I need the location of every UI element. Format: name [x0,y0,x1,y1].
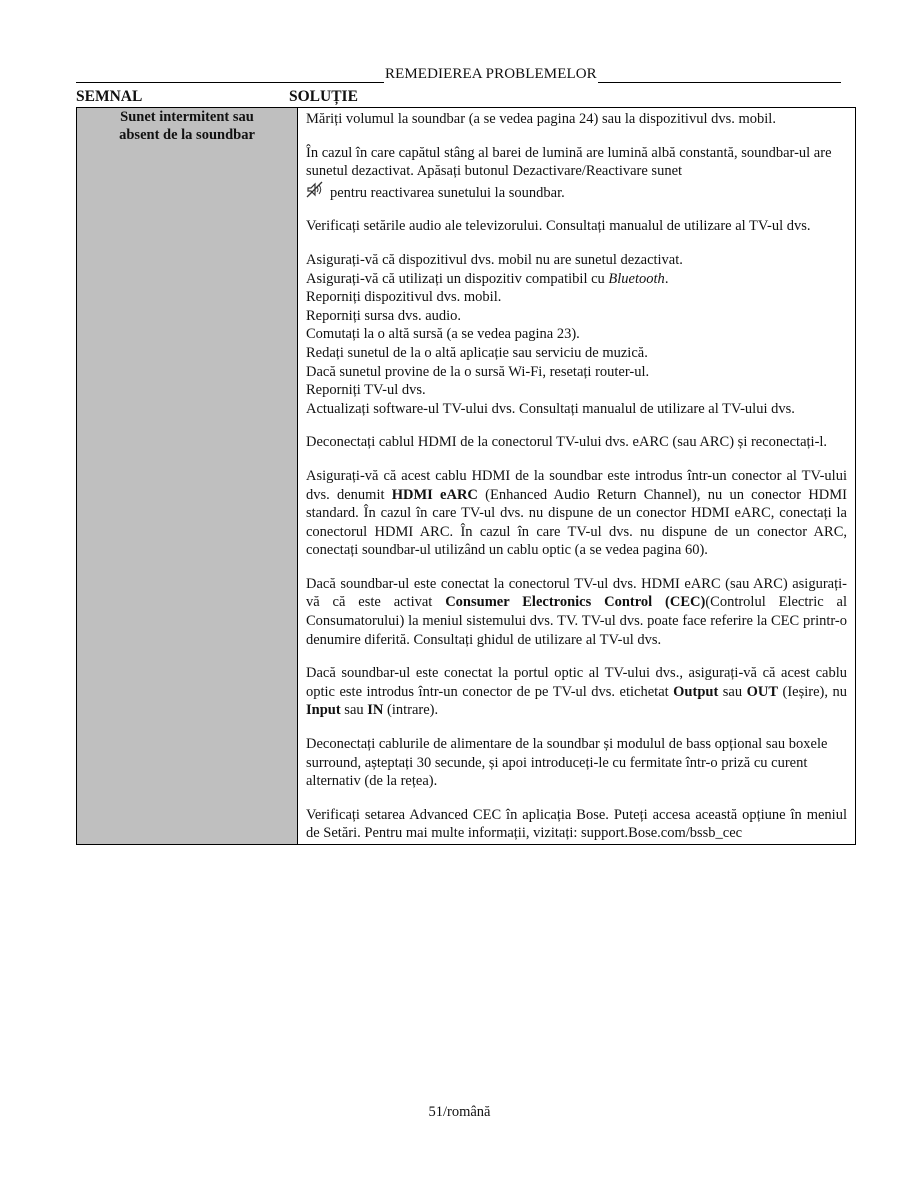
solution-paragraph-8 [306,664,847,720]
signal-line-2: absent de la soundbar [119,127,255,143]
p8-bold-out: OUT [746,683,779,700]
header-title: REMEDIEREA PROBLEMELOR [385,66,597,82]
solution-paragraph-1: Măriți volumul la soundbar (a se vedea pagina 24) sau la dispozitivul dvs. mobil. [306,111,776,127]
solution-list-item [306,270,847,289]
table-row [77,108,856,845]
p8-text-c: sau [718,683,747,700]
p8-bold-in: IN [367,702,384,719]
solution-list-item: Comutați la o altă sursă (a se vedea pagina 23). [306,326,580,343]
bluetooth-term: Bluetooth [608,270,665,287]
solution-p2-text: În cazul în care capătul stâng al barei de lumină are lumină albă constantă, soundbar-ul are sunetul dezactivat. Apăsați butonul Dezactivare/Reactivare sunet [306,144,832,180]
signal-line-1: Sunet intermitent sau [120,109,254,125]
solution-paragraph-10: Verificați setarea Advanced CEC în aplicația Bose. Puteți accesa această opțiune în meniul de Setări. Pentru mai multe informații, vizitați: support.Bose.com/bssb_cec [306,806,847,842]
solution-list-item: Redați sunetul de la o altă aplicație sau serviciu de muzică. [306,344,648,361]
column-header-solution: SOLUȚIE [289,88,358,105]
solution-paragraph-2 [306,144,847,203]
p8-bold-output: Output [673,683,719,700]
solution-paragraph-7 [306,575,847,649]
solution-paragraph-5: Deconectați cablul HDMI de la conectorul TV-ului dvs. eARC (sau ARC) și reconectați-l. [306,434,828,451]
p8-text-i: (intrare). [383,702,439,719]
p7-bold-cec: Consumer Electronics Control (CEC) [445,594,706,611]
solution-list-item: Actualizați software-ul TV-ului dvs. Consultați manualul de utilizare al TV-ului dvs. [306,400,795,417]
solution-paragraph-9: Deconectați cablurile de alimentare de la soundbar și modulul de bass opțional sau boxele surround, așteptați 30 secunde, și apoi introduceți-le cu fermitate într-o priză cu curent alternativ (de la rețea). [306,736,828,790]
p6-text-c: (Enhanced Audio Return Channel), nu un conector HDMI standard. În cazul în care TV-ul dvs. nu dispune de un conector HDMI eARC, conectați la conectorul HDMI ARC. În cazul în care TV-ul dvs. nu dispune de un conector ARC, conectați soundbar-ul utilizând un cablu optic (a se vedea pagina 60). [306,486,847,559]
p6-bold-hdmi-earc: HDMI eARC [391,486,478,503]
p7-text-a: Dacă soundbar-ul este conectat la conectorul TV-ul dvs. HDMI eARC (sau ARC) asigurați-vă că este activat [306,575,847,611]
p8-text-g: sau [340,702,368,719]
solution-list-item: Reporniți sursa dvs. audio. [306,307,462,324]
solution-list-item: Reporniți dispozitivul dvs. mobil. [306,289,502,306]
p8-bold-input: Input [306,702,341,719]
solution-paragraph-6 [306,467,847,560]
solution-list-item: Reporniți TV-ul dvs. [306,382,426,399]
solution-p2-text-end: pentru reactivarea sunetului la soundbar. [330,184,565,201]
solution-list-item: Dacă sunetul provine de la o sursă Wi-Fi, resetați router-ul. [306,363,650,380]
solution-list-item: Asigurați-vă că dispozitivul dvs. mobil nu are sunetul dezactivat. [306,251,683,268]
bluetooth-text: Asigurați-vă că utilizați un dispozitiv compatibil cu [306,270,609,287]
mute-icon [306,181,324,199]
p7-text-c: (Controlul Electric al Consumatorului) la meniul sistemului dvs. TV. TV-ul dvs. poate face referire la CEC printr-o denumire diferită. Consultați ghidul de utilizare al TV-ul dvs. [306,594,847,648]
bluetooth-period: . [664,270,669,287]
solution-paragraph-3: Verificați setările audio ale televizorului. Consultați manualul de utilizare al TV-ul dvs. [306,218,811,235]
troubleshooting-table [76,107,856,845]
column-header-signal: SEMNAL [76,88,143,105]
p6-text-a: Asigurați-vă că acest cablu HDMI de la soundbar este introdus într-un conector al TV-ului dvs. denumit [306,467,847,503]
page-number: 51/română [428,1104,491,1120]
solution-cell [298,108,856,845]
p8-text-a: Dacă soundbar-ul este conectat la portul optic al TV-ului dvs., asigurați-vă că acest cablu optic este introdus într-un conector de pe TV-ul dvs. etichetat [306,665,847,700]
signal-cell [77,108,298,845]
p8-text-e: (Ieșire), nu [778,683,847,700]
page-header [76,66,841,86]
